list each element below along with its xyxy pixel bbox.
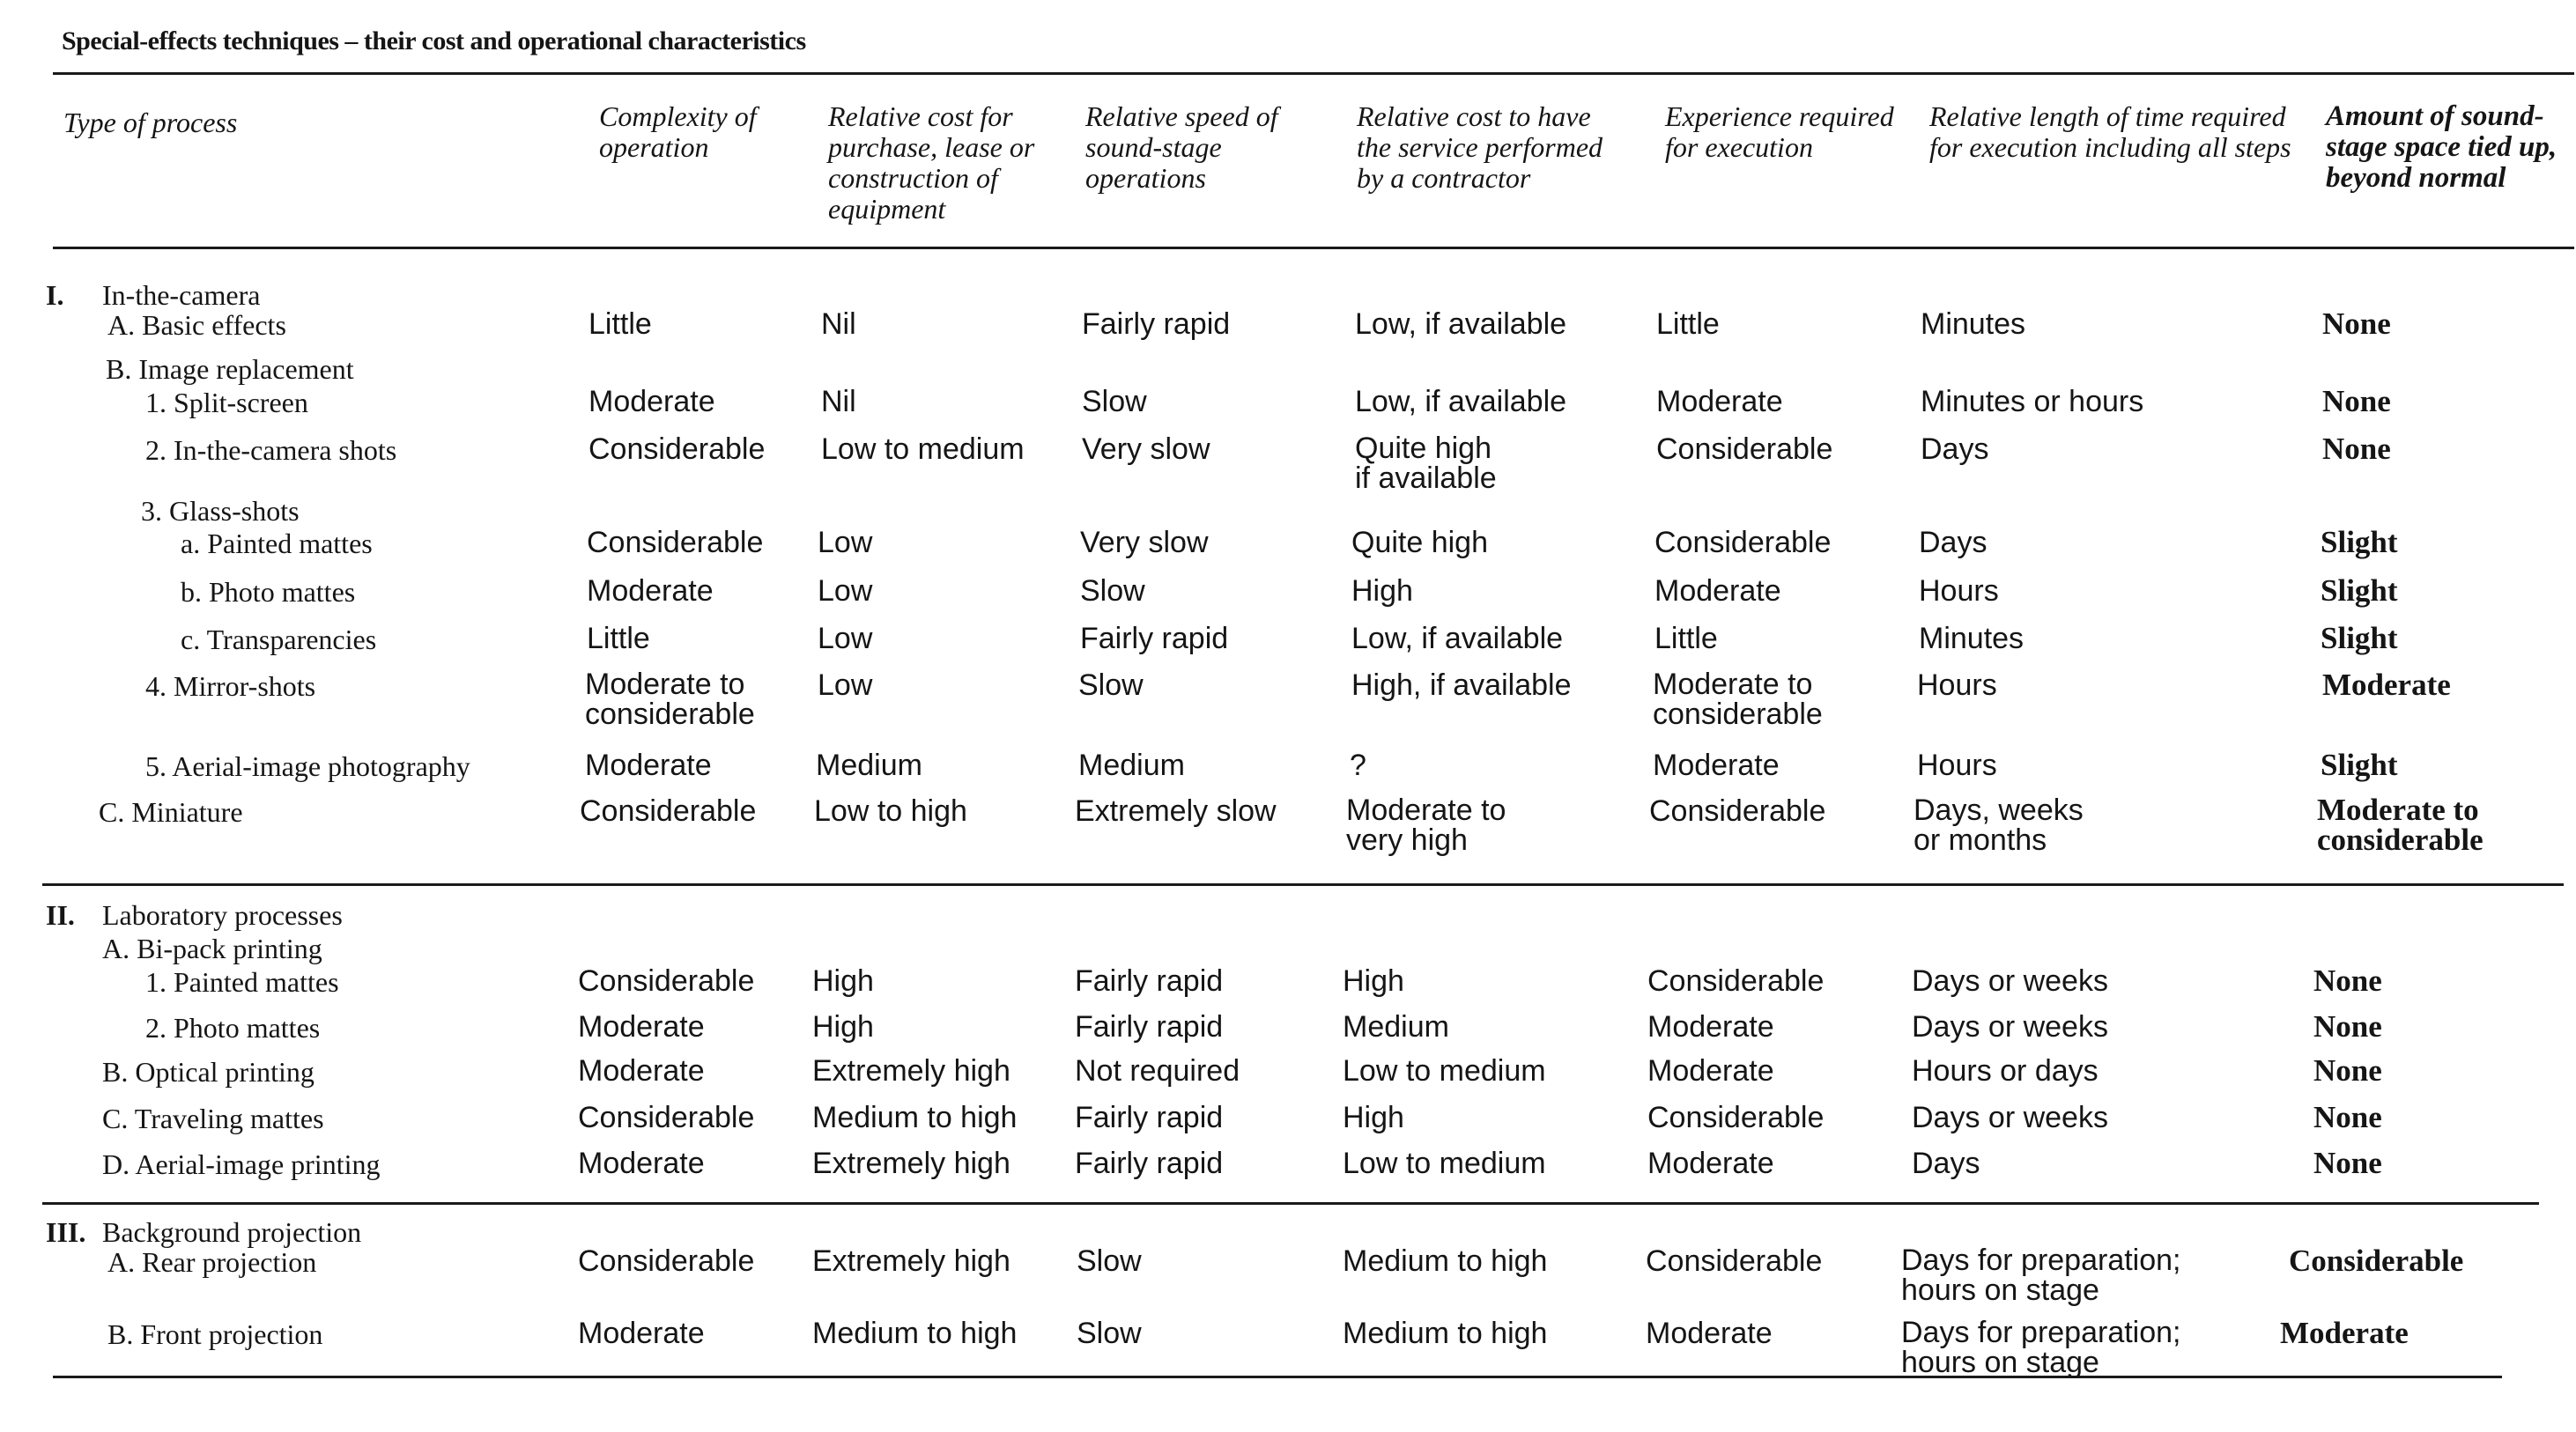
table-cell: Days <box>1921 432 1989 466</box>
table-cell: Little <box>588 307 652 341</box>
table-cell: Hours <box>1917 749 1997 782</box>
table-cell: Considerable <box>1647 964 1825 998</box>
table-cell: None <box>2313 1146 2382 1180</box>
section-numeral: II. <box>46 899 75 931</box>
row-label: A. Basic effects <box>107 309 286 341</box>
section-heading <box>46 280 260 310</box>
section-numeral: III. <box>46 1216 86 1248</box>
column-header: Relative speed of sound-stage operations <box>1085 100 1278 194</box>
table-cell: Days or weeks <box>1912 964 2108 998</box>
row-label: 2. Photo mattes <box>145 1012 321 1044</box>
table-cell: Nil <box>821 307 856 341</box>
section-title: Background projection <box>102 1216 362 1248</box>
table-cell: Moderate <box>578 1010 705 1044</box>
table-cell: Low <box>818 526 873 559</box>
table-cell: Moderate <box>1653 749 1780 782</box>
table-cell: Extremely high <box>812 1054 1010 1088</box>
table-cell: Moderate <box>1656 385 1783 418</box>
section-title: In-the-camera <box>102 279 261 311</box>
rule-2 <box>42 883 2564 886</box>
table-cell: Considerable <box>1656 432 1833 466</box>
table-cell: Days <box>1919 526 1988 559</box>
table-cell: Considerable <box>1654 526 1832 559</box>
table-cell: Slow <box>1077 1244 1142 1278</box>
table-cell: Moderate <box>2322 668 2451 702</box>
table-cell: Considerable <box>1646 1244 1823 1278</box>
table-cell: Days or weeks <box>1912 1010 2108 1044</box>
row-label: 1. Split-screen <box>145 387 308 418</box>
table-cell: Low to medium <box>1343 1147 1546 1180</box>
rule-0 <box>53 72 2574 75</box>
table-cell: Moderate to considerable <box>1653 668 1823 731</box>
table-cell: Low <box>818 622 873 655</box>
row-label: b. Photo mattes <box>181 576 356 608</box>
table-cell: None <box>2313 963 2382 998</box>
subheading: A. Bi-pack printing <box>102 933 322 964</box>
table-cell: Moderate <box>578 1317 705 1350</box>
table-cell: Little <box>1654 622 1718 655</box>
table-cell: Little <box>1656 307 1720 341</box>
table-cell: Considerable <box>587 526 764 559</box>
table-cell: Considerable <box>578 964 755 998</box>
column-header: Relative length of time required for execution including all steps <box>1929 100 2291 163</box>
table-cell: Moderate <box>2280 1316 2409 1350</box>
table-cell: Extremely high <box>812 1244 1010 1278</box>
row-label: B. Front projection <box>107 1318 323 1350</box>
table-cell: Medium to high <box>812 1317 1018 1350</box>
table-cell: None <box>2313 1053 2382 1088</box>
table-cell: Hours or days <box>1912 1054 2099 1088</box>
table-cell: None <box>2313 1009 2382 1044</box>
row-label: B. Optical printing <box>102 1056 315 1088</box>
row-label: C. Miniature <box>99 796 243 828</box>
table-cell: High <box>1351 574 1413 608</box>
table-cell: Moderate <box>587 574 714 608</box>
row-label: 4. Mirror-shots <box>145 670 316 702</box>
table-cell: High <box>812 964 874 998</box>
table-cell: Minutes <box>1921 307 2026 341</box>
table-cell: Nil <box>821 385 856 418</box>
table-cell: Moderate to considerable <box>2317 793 2483 857</box>
table-cell: None <box>2322 306 2391 341</box>
row-label: 2. In-the-camera shots <box>145 434 397 466</box>
table-cell: Considerable <box>2289 1244 2464 1278</box>
table-cell: High <box>812 1010 874 1044</box>
subheading: 3. Glass-shots <box>141 495 300 527</box>
row-label: 1. Painted mattes <box>145 966 339 998</box>
table-cell: Medium <box>1078 749 1185 782</box>
table-cell: None <box>2313 1100 2382 1134</box>
table-cell: Low, if available <box>1355 385 1567 418</box>
table-cell: Days for preparation; hours on stage <box>1901 1244 2181 1307</box>
row-label: C. Traveling mattes <box>102 1103 324 1134</box>
table-cell: Low <box>818 668 873 702</box>
table-cell: Fairly rapid <box>1082 307 1231 341</box>
table-cell: Minutes <box>1919 622 2025 655</box>
page-title: Special-effects techniques – their cost and operational characteristics <box>62 26 806 55</box>
table-cell: Quite high <box>1351 526 1488 559</box>
table-cell: Hours <box>1917 668 1997 702</box>
row-label: 5. Aerial-image photography <box>145 750 470 782</box>
table-cell: Medium to high <box>1343 1317 1548 1350</box>
row-label: a. Painted mattes <box>181 528 373 559</box>
column-header: Relative cost for purchase, lease or construction of equipment <box>828 100 1035 225</box>
table-cell: Considerable <box>580 794 757 828</box>
table-cell: Days or weeks <box>1912 1101 2108 1134</box>
table-cell: Minutes or hours <box>1921 385 2144 418</box>
table-cell: Fairly rapid <box>1080 622 1229 655</box>
row-label: A. Rear projection <box>107 1246 317 1278</box>
table-cell: Moderate <box>578 1147 705 1180</box>
table-cell: Low, if available <box>1355 307 1567 341</box>
table-cell: Considerable <box>578 1244 755 1278</box>
column-header: Relative cost to have the service performed by a contractor <box>1357 100 1603 194</box>
table-cell: Slow <box>1078 668 1144 702</box>
table-cell: Little <box>587 622 650 655</box>
table-cell: Low to high <box>814 794 967 828</box>
table-cell: Moderate <box>1647 1054 1774 1088</box>
section-title: Laboratory processes <box>102 899 343 931</box>
table-cell: Considerable <box>588 432 766 466</box>
table-cell: ? <box>1350 749 1366 782</box>
table-cell: Slight <box>2321 748 2398 782</box>
table-cell: None <box>2322 432 2391 466</box>
table-cell: Medium <box>1343 1010 1449 1044</box>
table-cell: Moderate <box>585 749 712 782</box>
table-cell: High, if available <box>1351 668 1572 702</box>
table-cell: Considerable <box>1647 1101 1825 1134</box>
table-cell: Hours <box>1919 574 1999 608</box>
table-cell: Slow <box>1080 574 1145 608</box>
section-heading <box>46 1217 361 1247</box>
table-cell: Extremely high <box>812 1147 1010 1180</box>
table-cell: Slow <box>1077 1317 1142 1350</box>
table-cell: Medium <box>816 749 922 782</box>
row-label: D. Aerial-image printing <box>102 1148 381 1180</box>
table-cell: Low to medium <box>821 432 1025 466</box>
table-cell: Low to medium <box>1343 1054 1546 1088</box>
column-header: Experience required for execution <box>1665 100 1894 163</box>
table-cell: High <box>1343 1101 1404 1134</box>
table-cell: Days, weeks or months <box>1913 794 2084 857</box>
table-cell: Moderate <box>1647 1010 1774 1044</box>
table-cell: Moderate <box>1654 574 1781 608</box>
table-cell: High <box>1343 964 1404 998</box>
section-numeral: I. <box>46 279 64 311</box>
table-cell: Fairly rapid <box>1075 964 1224 998</box>
column-header: Complexity of operation <box>599 100 757 163</box>
rule-1 <box>53 247 2574 249</box>
table-cell: Medium to high <box>1343 1244 1548 1278</box>
table-cell: Low <box>818 574 873 608</box>
table-cell: Considerable <box>578 1101 755 1134</box>
table-cell: Quite high if available <box>1355 432 1497 495</box>
column-header: Type of process <box>63 107 238 138</box>
table-cell: Medium to high <box>812 1101 1018 1134</box>
table-cell: Fairly rapid <box>1075 1147 1224 1180</box>
table-cell: Moderate to very high <box>1346 794 1506 857</box>
table-cell: Moderate <box>1646 1317 1773 1350</box>
table-cell: Moderate to considerable <box>585 668 755 731</box>
column-header: Amount of sound-stage space tied up, beyond normal <box>2326 100 2557 194</box>
table-cell: Days <box>1912 1147 1980 1180</box>
table-cell: Fairly rapid <box>1075 1010 1224 1044</box>
table-cell: Slight <box>2321 525 2398 559</box>
table-cell: None <box>2322 384 2391 418</box>
table-cell: Extremely slow <box>1075 794 1277 828</box>
table-cell: Slight <box>2321 573 2398 608</box>
subheading: B. Image replacement <box>106 353 354 385</box>
table-cell: Very slow <box>1082 432 1210 466</box>
row-label: c. Transparencies <box>181 624 377 655</box>
table-cell: Slight <box>2321 621 2398 655</box>
rule-3 <box>42 1202 2539 1205</box>
section-heading <box>46 900 343 930</box>
table-cell: Low, if available <box>1351 622 1564 655</box>
table-cell: Slow <box>1082 385 1147 418</box>
table-cell: Considerable <box>1649 794 1826 828</box>
table-cell: Very slow <box>1080 526 1209 559</box>
table-cell: Moderate <box>1647 1147 1774 1180</box>
table-cell: Moderate <box>578 1054 705 1088</box>
table-cell: Days for preparation; hours on stage <box>1901 1316 2181 1379</box>
table-cell: Moderate <box>588 385 715 418</box>
table-cell: Not required <box>1075 1054 1240 1088</box>
table-cell: Fairly rapid <box>1075 1101 1224 1134</box>
